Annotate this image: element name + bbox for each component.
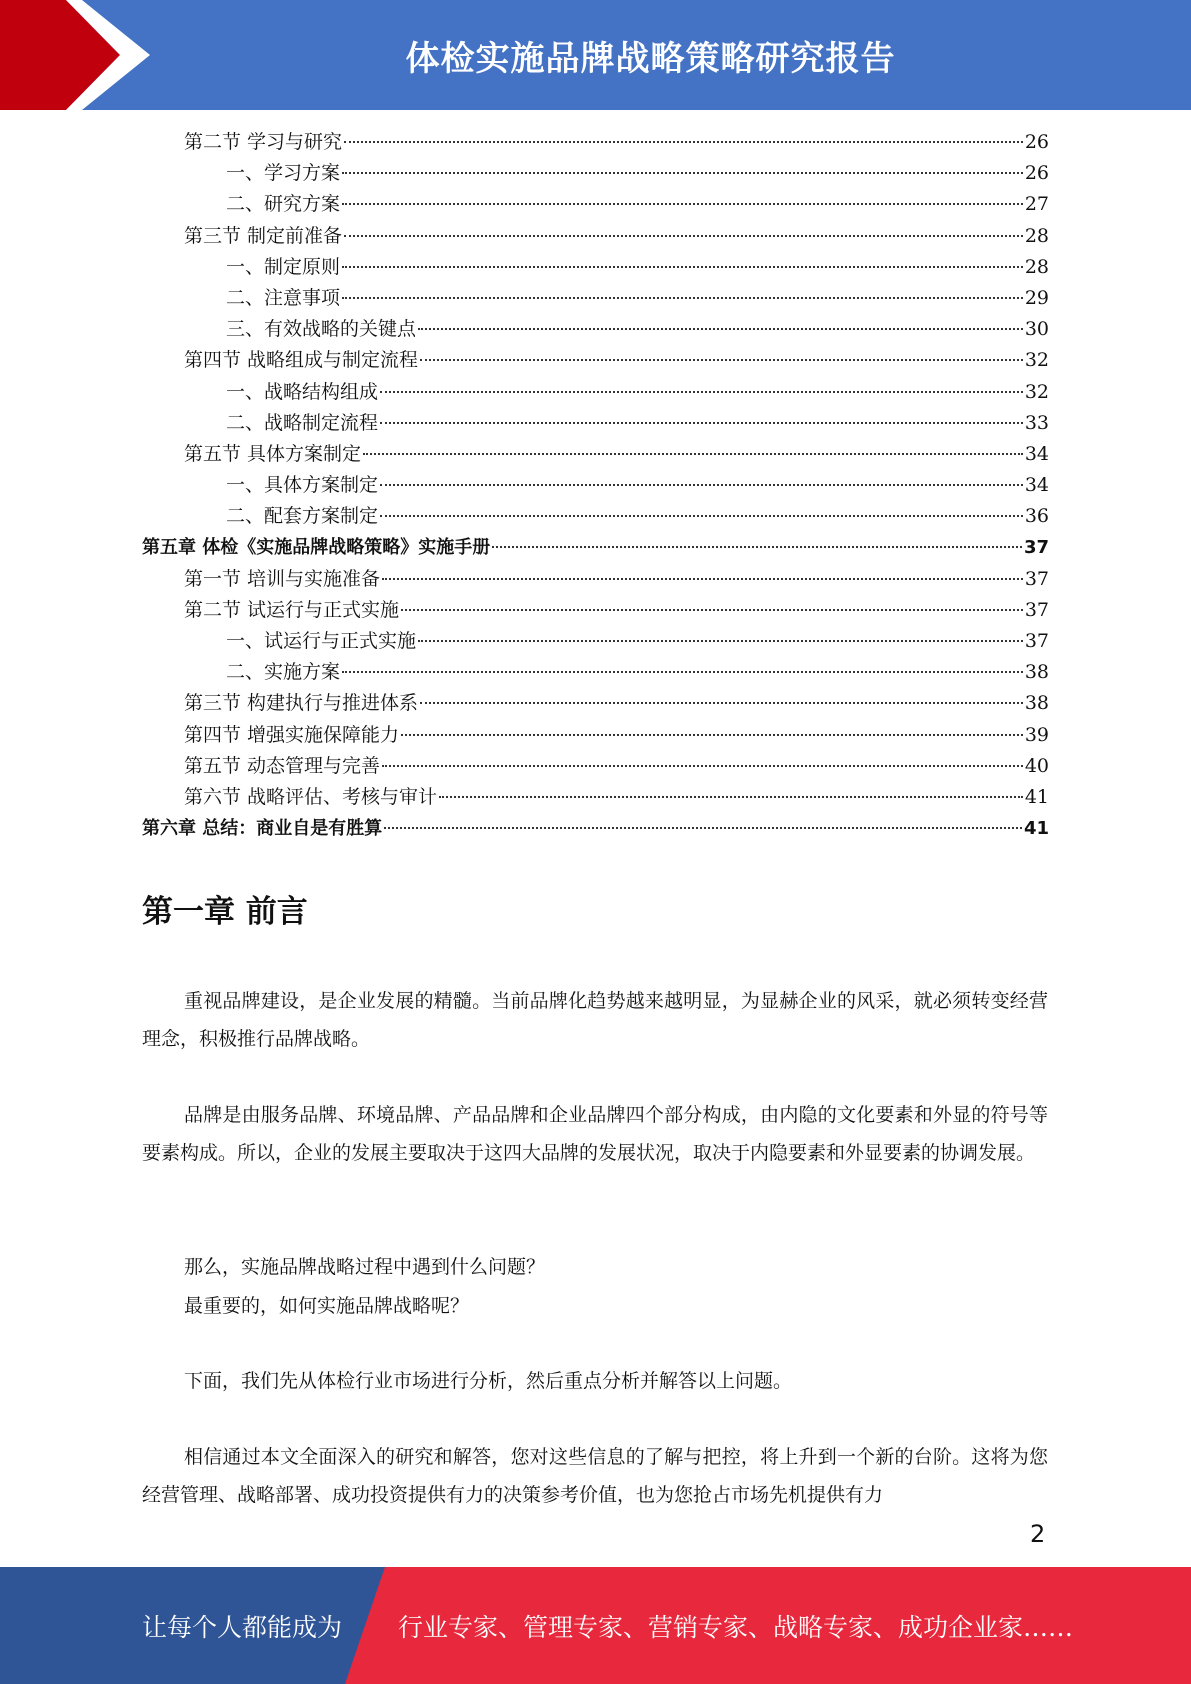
toc-entry-label: 第四节 增强实施保障能力	[184, 723, 400, 746]
toc-page-number: 34	[1024, 474, 1049, 497]
toc-dot-leader	[382, 764, 1023, 767]
toc-chapter-entry[interactable]	[142, 532, 1049, 563]
footer-slogan-left: 让每个人都能成为	[142, 1612, 343, 1642]
toc-page-number: 28	[1024, 224, 1049, 247]
toc-page-number: 28	[1024, 255, 1049, 278]
toc-entry-label: 二、配套方案制定	[226, 505, 379, 528]
toc-dot-leader	[380, 483, 1023, 486]
table-of-contents	[142, 127, 1049, 844]
toc-subsection-entry[interactable]	[142, 158, 1049, 189]
toc-entry-label: 第五节 动态管理与完善	[184, 754, 381, 777]
toc-dot-leader	[418, 327, 1023, 330]
toc-entry-label: 一、学习方案	[226, 162, 341, 185]
report-title: 体检实施品牌战略策略研究报告	[405, 38, 896, 79]
toc-dot-leader	[492, 545, 1022, 548]
toc-entry-label: 二、实施方案	[226, 661, 341, 684]
toc-entry-label: 第六章 总结：商业自是有胜算	[142, 818, 383, 840]
toc-dot-leader	[363, 452, 1023, 455]
toc-entry-label: 二、注意事项	[226, 286, 341, 309]
toc-page-number: 39	[1024, 723, 1049, 746]
toc-entry-label: 第三节 构建执行与推进体系	[184, 692, 419, 715]
body-paragraph: 那么，实施品牌战略过程中遇到什么问题？	[184, 1256, 546, 1278]
toc-entry-label: 第二节 学习与研究	[184, 131, 343, 153]
toc-entry-label: 第四节 战略组成与制定流程	[184, 349, 419, 372]
toc-dot-leader	[342, 265, 1023, 268]
toc-page-number: 34	[1024, 442, 1049, 465]
toc-subsection-entry[interactable]	[142, 626, 1049, 657]
toc-page-number: 37	[1023, 537, 1049, 559]
toc-dot-leader	[380, 421, 1023, 424]
toc-dot-leader	[384, 826, 1022, 829]
toc-section-entry[interactable]	[142, 688, 1049, 719]
toc-page-number: 38	[1024, 692, 1049, 715]
toc-dot-leader	[380, 390, 1023, 393]
toc-entry-label: 一、战略结构组成	[226, 380, 379, 403]
toc-page-number: 41	[1023, 818, 1049, 840]
header-banner	[0, 0, 1191, 110]
toc-dot-leader	[342, 296, 1023, 299]
toc-page-number: 40	[1024, 754, 1049, 777]
toc-dot-leader	[344, 234, 1023, 237]
toc-section-entry[interactable]	[142, 720, 1049, 751]
toc-dot-leader	[344, 140, 1023, 143]
toc-section-entry[interactable]	[142, 782, 1049, 813]
toc-section-entry[interactable]	[142, 751, 1049, 782]
toc-section-entry[interactable]	[142, 221, 1049, 252]
toc-subsection-entry[interactable]	[142, 189, 1049, 220]
toc-entry-label: 第五章 体检《实施品牌战略策略》实施手册	[142, 537, 491, 559]
body-paragraph: 品牌是由服务品牌、环境品牌、产品品牌和企业品牌四个部分构成，由内隐的文化要素和外显的符号等要素构成。所以，企业的发展主要取决于这四大品牌的发展状况，取决于内隐要素和外显要素的协调发展。	[142, 1104, 1048, 1164]
toc-entry-label: 第三节 制定前准备	[184, 224, 343, 247]
page-number: 2	[1030, 1520, 1046, 1548]
toc-section-entry[interactable]	[142, 345, 1049, 376]
toc-subsection-entry[interactable]	[142, 470, 1049, 501]
toc-subsection-entry[interactable]	[142, 314, 1049, 345]
toc-entry-label: 第六节 战略评估、考核与审计	[184, 785, 438, 808]
toc-subsection-entry[interactable]	[142, 657, 1049, 688]
body-paragraph: 相信通过本文全面深入的研究和解答，您对这些信息的了解与把控，将上升到一个新的台阶。这将为您经营管理、战略部署、成功投资提供有力的决策参考价值，也为您抢占市场先机提供有力	[142, 1446, 1048, 1506]
toc-subsection-entry[interactable]	[142, 283, 1049, 314]
toc-dot-leader	[439, 795, 1023, 798]
toc-subsection-entry[interactable]	[142, 252, 1049, 283]
body-paragraph: 下面，我们先从体检行业市场进行分析，然后重点分析并解答以上问题。	[184, 1370, 793, 1392]
toc-dot-leader	[401, 608, 1023, 611]
toc-entry-label: 第一节 培训与实施准备	[184, 567, 381, 590]
toc-section-entry[interactable]	[142, 595, 1049, 626]
header-chevron-decoration	[0, 0, 160, 110]
toc-entry-label: 三、有效战略的关键点	[226, 318, 417, 341]
toc-page-number: 32	[1024, 349, 1049, 372]
toc-page-number: 41	[1024, 785, 1049, 808]
toc-entry-label: 第二节 试运行与正式实施	[184, 598, 400, 621]
toc-page-number: 38	[1024, 661, 1049, 684]
footer-banner	[0, 1567, 1191, 1684]
toc-dot-leader	[420, 358, 1023, 361]
toc-subsection-entry[interactable]	[142, 408, 1049, 439]
toc-dot-leader	[401, 733, 1023, 736]
toc-entry-label: 第五节 具体方案制定	[184, 442, 362, 465]
toc-entry-label: 一、试运行与正式实施	[226, 630, 417, 652]
toc-page-number: 37	[1024, 630, 1049, 652]
toc-chapter-entry[interactable]	[142, 813, 1049, 844]
toc-dot-leader	[342, 670, 1023, 673]
toc-dot-leader	[342, 171, 1023, 174]
toc-subsection-entry[interactable]	[142, 501, 1049, 532]
toc-page-number: 26	[1024, 131, 1049, 153]
toc-page-number: 37	[1024, 567, 1049, 590]
chapter-heading: 第一章 前言	[142, 894, 308, 930]
toc-entry-label: 一、具体方案制定	[226, 474, 379, 497]
toc-page-number: 30	[1024, 318, 1049, 341]
body-paragraph: 重视品牌建设，是企业发展的精髓。当前品牌化趋势越来越明显，为显赫企业的风采，就必须转变经营理念，积极推行品牌战略。	[142, 990, 1048, 1050]
toc-entry-label: 二、研究方案	[226, 193, 341, 216]
toc-page-number: 29	[1024, 286, 1049, 309]
toc-entry-label: 一、制定原则	[226, 255, 341, 278]
toc-section-entry[interactable]	[142, 127, 1049, 158]
toc-dot-leader	[420, 701, 1023, 704]
toc-page-number: 26	[1024, 162, 1049, 185]
toc-page-number: 33	[1024, 411, 1049, 434]
toc-dot-leader	[382, 577, 1023, 580]
toc-section-entry[interactable]	[142, 439, 1049, 470]
body-paragraph: 最重要的，如何实施品牌战略呢？	[184, 1295, 470, 1317]
toc-entry-label: 二、战略制定流程	[226, 411, 379, 434]
toc-page-number: 27	[1024, 193, 1049, 216]
toc-page-number: 36	[1024, 505, 1049, 528]
toc-dot-leader	[380, 514, 1023, 517]
toc-section-entry[interactable]	[142, 564, 1049, 595]
toc-page-number: 37	[1024, 598, 1049, 621]
toc-page-number: 32	[1024, 380, 1049, 403]
toc-subsection-entry[interactable]	[142, 377, 1049, 408]
toc-dot-leader	[418, 639, 1023, 642]
toc-dot-leader	[342, 202, 1023, 205]
footer-slogan-right: 行业专家、管理专家、营销专家、战略专家、成功企业家……	[398, 1612, 1074, 1642]
